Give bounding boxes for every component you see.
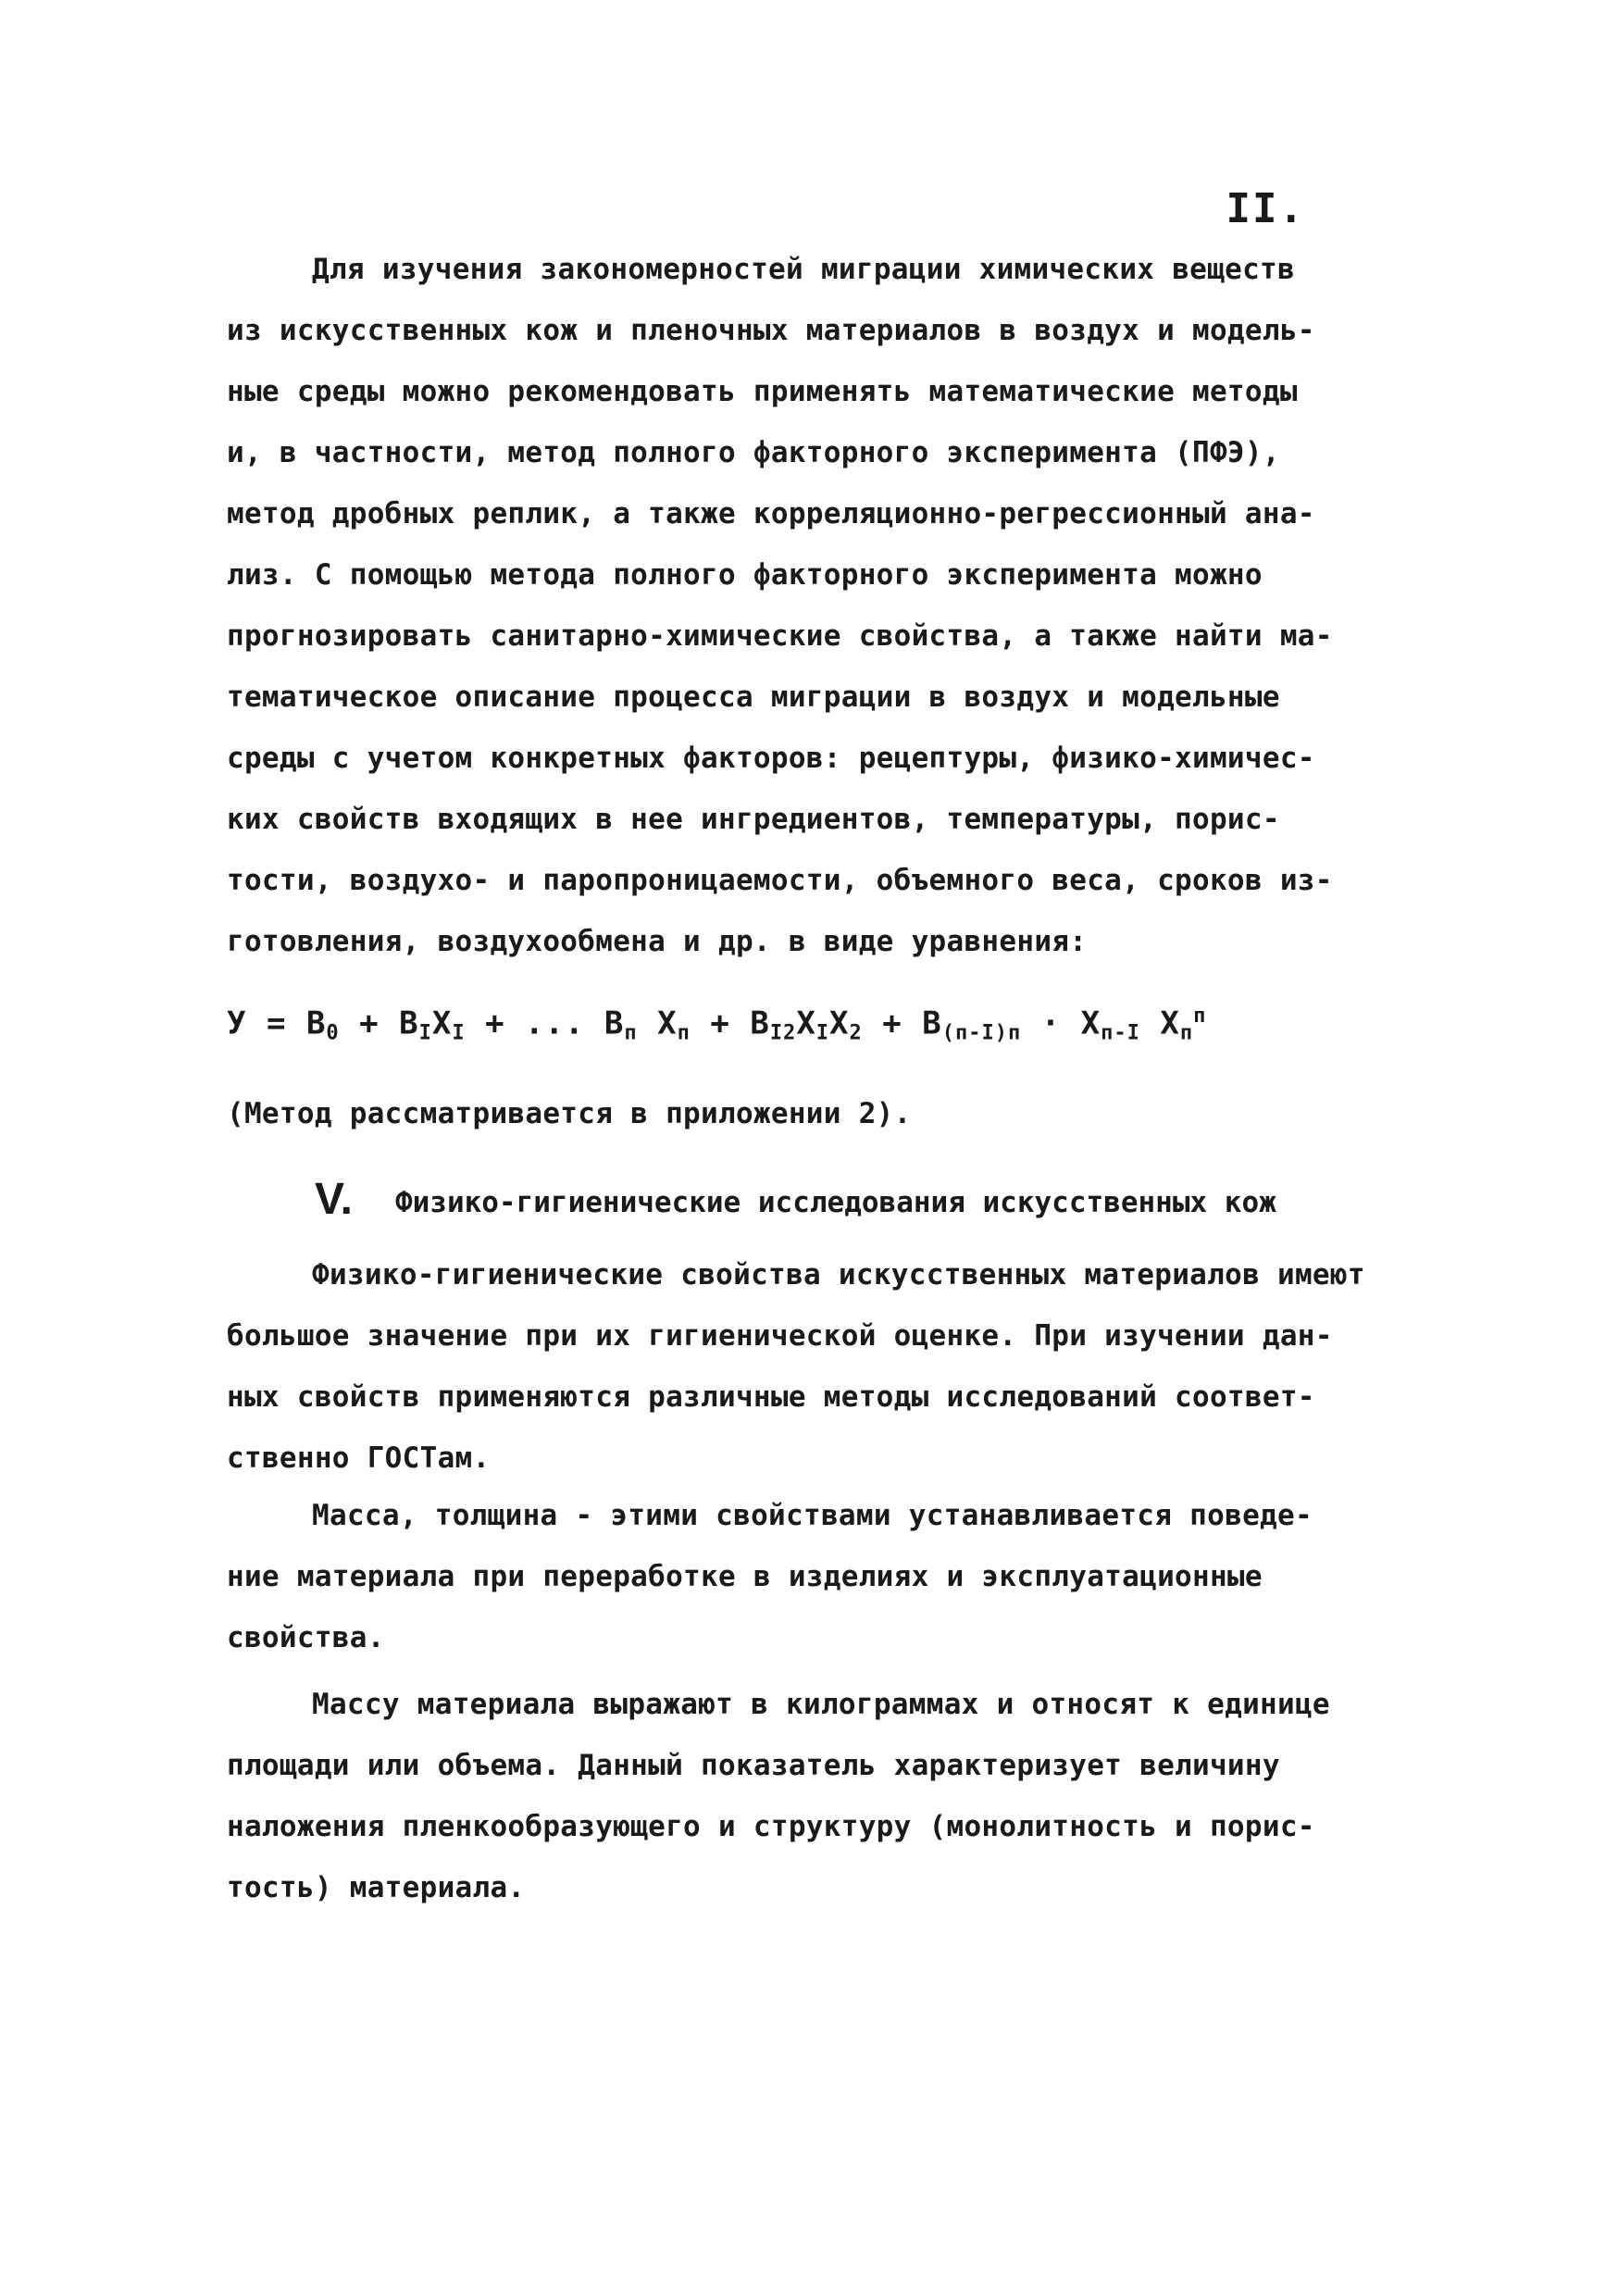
- text-line: из искусственных кож и пленочных материалов в воздух и модель-: [227, 314, 1315, 347]
- text-line: площади или объема. Данный показатель характеризует величину: [227, 1749, 1280, 1782]
- text-line: ственно ГОСТам.: [227, 1441, 491, 1475]
- method-note: (Метод рассматривается в приложении 2).: [227, 1097, 912, 1130]
- paragraph-mass-thickness: [227, 1485, 1412, 1668]
- text-line: прогнозировать санитарно-химические свойства, а также найти ма-: [227, 619, 1333, 653]
- text-line: свойства.: [227, 1621, 385, 1654]
- text-line: лиз. С помощью метода полного факторного эксперимента можно: [227, 558, 1263, 592]
- paragraph-migration-methods: [227, 239, 1412, 972]
- text-line: тематическое описание процесса миграции в воздух и модельные: [227, 680, 1280, 714]
- text-line: ких свойств входящих в нее ингредиентов, температуры, порис-: [227, 803, 1280, 836]
- text-line: тость) материала.: [227, 1871, 526, 1904]
- method-note-block: [227, 1083, 1412, 1144]
- text-line: ные среды можно рекомендовать применять математические методы: [227, 375, 1298, 408]
- text-line: ных свойств применяются различные методы исследований соответ-: [227, 1380, 1315, 1414]
- text-line: метод дробных реплик, а также корреляционно-регрессионный ана-: [227, 497, 1315, 530]
- text-line: Физико-гигиенические свойства искусственных материалов имеют: [312, 1258, 1365, 1292]
- text-line: наложения пленкообразующего и структуру (монолитность и порис-: [227, 1810, 1315, 1843]
- page-number: II.: [1226, 185, 1305, 232]
- text-line: Для изучения закономерностей миграции химических веществ: [312, 253, 1295, 286]
- section-number: V.: [315, 1175, 353, 1224]
- section-title: Физико-гигиенические исследования искусственных кож: [394, 1186, 1276, 1219]
- section-heading: [315, 1174, 1276, 1225]
- paragraph-mass-units: [227, 1674, 1412, 1918]
- text-line: ние материала при переработке в изделиях и эксплуатационные: [227, 1560, 1263, 1593]
- text-line: и, в частности, метод полного факторного эксперимента (ПФЭ),: [227, 436, 1280, 469]
- text-line: тости, воздухо- и паропроницаемости, объемного веса, сроков из-: [227, 864, 1333, 897]
- text-line: среды с учетом конкретных факторов: рецептуры, физико-химичес-: [227, 742, 1315, 775]
- regression-equation: $У = В_0 + В_IХ_I$ + ... $В_п$ $Х_п + В_{I2}Х_IХ_2 + В_{(п-I)п} \cdot Х_{п-I}$ $Х_п^п$: [227, 1004, 1207, 1045]
- text-line: Масса, толщина - этими свойствами устанавливается поведе-: [312, 1499, 1313, 1532]
- text-line: Массу материала выражают в килограммах и относят к единице: [312, 1688, 1330, 1721]
- text-line: большое значение при их гигиенической оценке. При изучении дан-: [227, 1319, 1333, 1353]
- text-line: готовления, воздухообмена и др. в виде уравнения:: [227, 925, 1088, 958]
- paragraph-physico-hygienic: [227, 1244, 1412, 1489]
